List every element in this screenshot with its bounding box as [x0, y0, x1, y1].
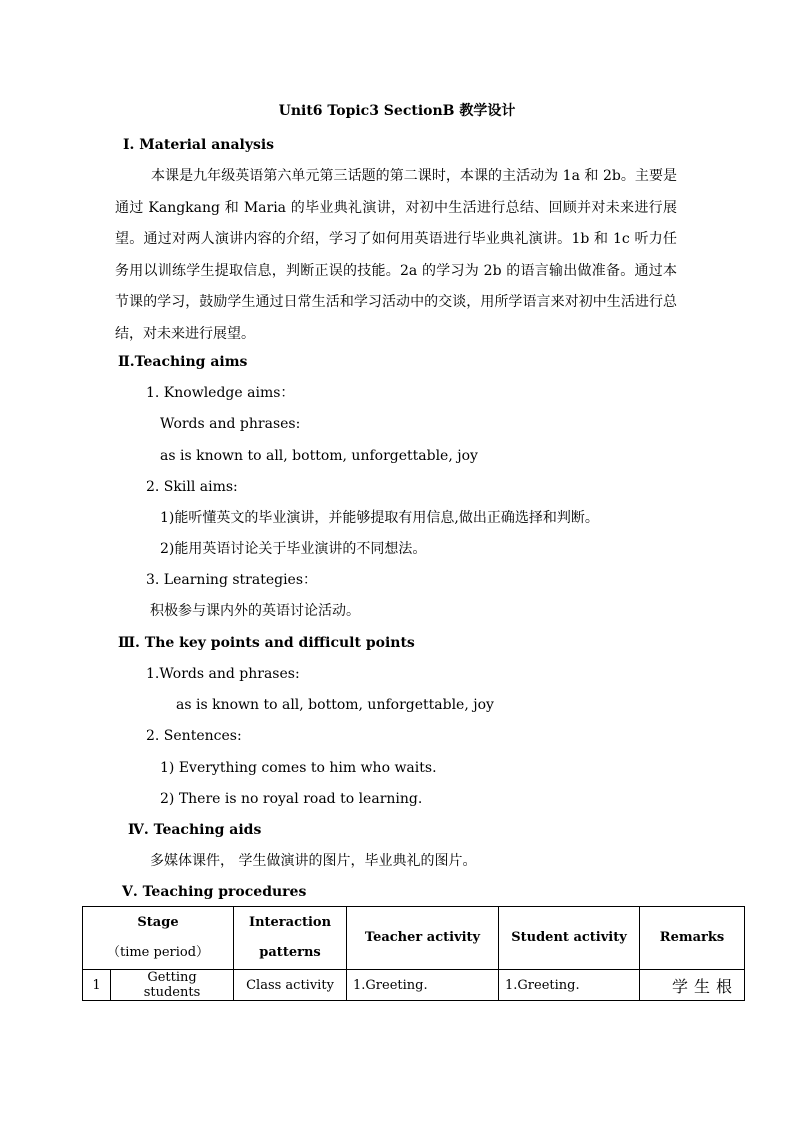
procedures-table: [82, 906, 745, 1001]
teaching-procedures-heading: Ⅴ. Teaching procedures: [122, 884, 307, 900]
table-row: [83, 970, 745, 1001]
table-header-row: [83, 907, 745, 970]
knowledge-aims-label: 1. Knowledge aims：: [146, 385, 295, 401]
aims-words-list: as is known to all, bottom, unforgettable, joy: [160, 448, 478, 464]
teaching-aids-heading: Ⅳ. Teaching aids: [128, 822, 262, 838]
learning-strategies-text: 积极参与课内外的英语讨论活动。: [150, 603, 360, 619]
header-remarks: Remarks: [640, 907, 745, 970]
teaching-aids-text: 多媒体课件， 学生做演讲的图片，毕业典礼的图片。: [150, 853, 477, 869]
skill-aim-1: 1)能听懂英文的毕业演讲，并能够提取有用信息,做出正确选择和判断。: [160, 510, 599, 526]
header-teacher-activity: Teacher activity: [347, 907, 499, 970]
row-stage: Getting students: [111, 970, 234, 1001]
sentences-label: 2. Sentences:: [146, 728, 242, 744]
header-stage-label: Stage: [137, 915, 179, 930]
words-phrases-label: Words and phrases:: [160, 416, 301, 432]
skill-aim-2: 2)能用英语讨论关于毕业演讲的不同想法。: [160, 541, 427, 557]
material-analysis-paragraph: 本课是九年级英语第六单元第三话题的第二课时，本课的主活动为 1a 和 2b。主要是通过 Kangkang 和 Maria 的毕业典礼演讲，对初中生活进行总结、回顾并对未来进行展望。通过对两人演讲内容的介绍，学习了如何用英语进行毕业典礼演讲。1b 和 1c 听力任务用以训练学生提取信息，判断正误的技能。2a 的学习为 2b 的语言输出做准备。通过本节课的学习，鼓励学生通过日常生活和学习活动中的交谈，用所学语言来对初中生活进行总结，对未来进行展望。: [115, 168, 677, 342]
header-student-activity: Student activity: [499, 907, 640, 970]
header-interaction: [234, 907, 347, 970]
skill-aims-label: 2. Skill aims:: [146, 479, 238, 495]
row-student-activity: 1.Greeting.: [499, 970, 640, 1001]
sentence-2: 2) There is no royal road to learning.: [160, 791, 423, 807]
material-analysis-heading: Ⅰ. Material analysis: [123, 137, 275, 153]
key-points-heading: Ⅲ. The key points and difficult points: [118, 635, 415, 651]
header-stage-sub: （time period）: [106, 945, 210, 960]
row-interaction: Class activity: [234, 970, 347, 1001]
row-remarks: 学生根: [640, 970, 745, 1001]
row-number: 1: [83, 970, 111, 1001]
key-words-label: 1.Words and phrases:: [146, 666, 300, 682]
sentence-1: 1) Everything comes to him who waits.: [160, 760, 437, 776]
header-interaction-line2: patterns: [259, 945, 321, 960]
key-words-list: as is known to all, bottom, unforgettable, joy: [176, 697, 494, 713]
row-teacher-activity: 1.Greeting.: [347, 970, 499, 1001]
header-stage: [83, 907, 234, 970]
learning-strategies-label: 3. Learning strategies：: [146, 572, 318, 588]
document-title: Unit6 Topic3 SectionB 教学设计: [278, 103, 516, 119]
header-interaction-line1: Interaction: [248, 915, 332, 930]
teaching-aims-heading: Ⅱ.Teaching aims: [118, 354, 248, 370]
